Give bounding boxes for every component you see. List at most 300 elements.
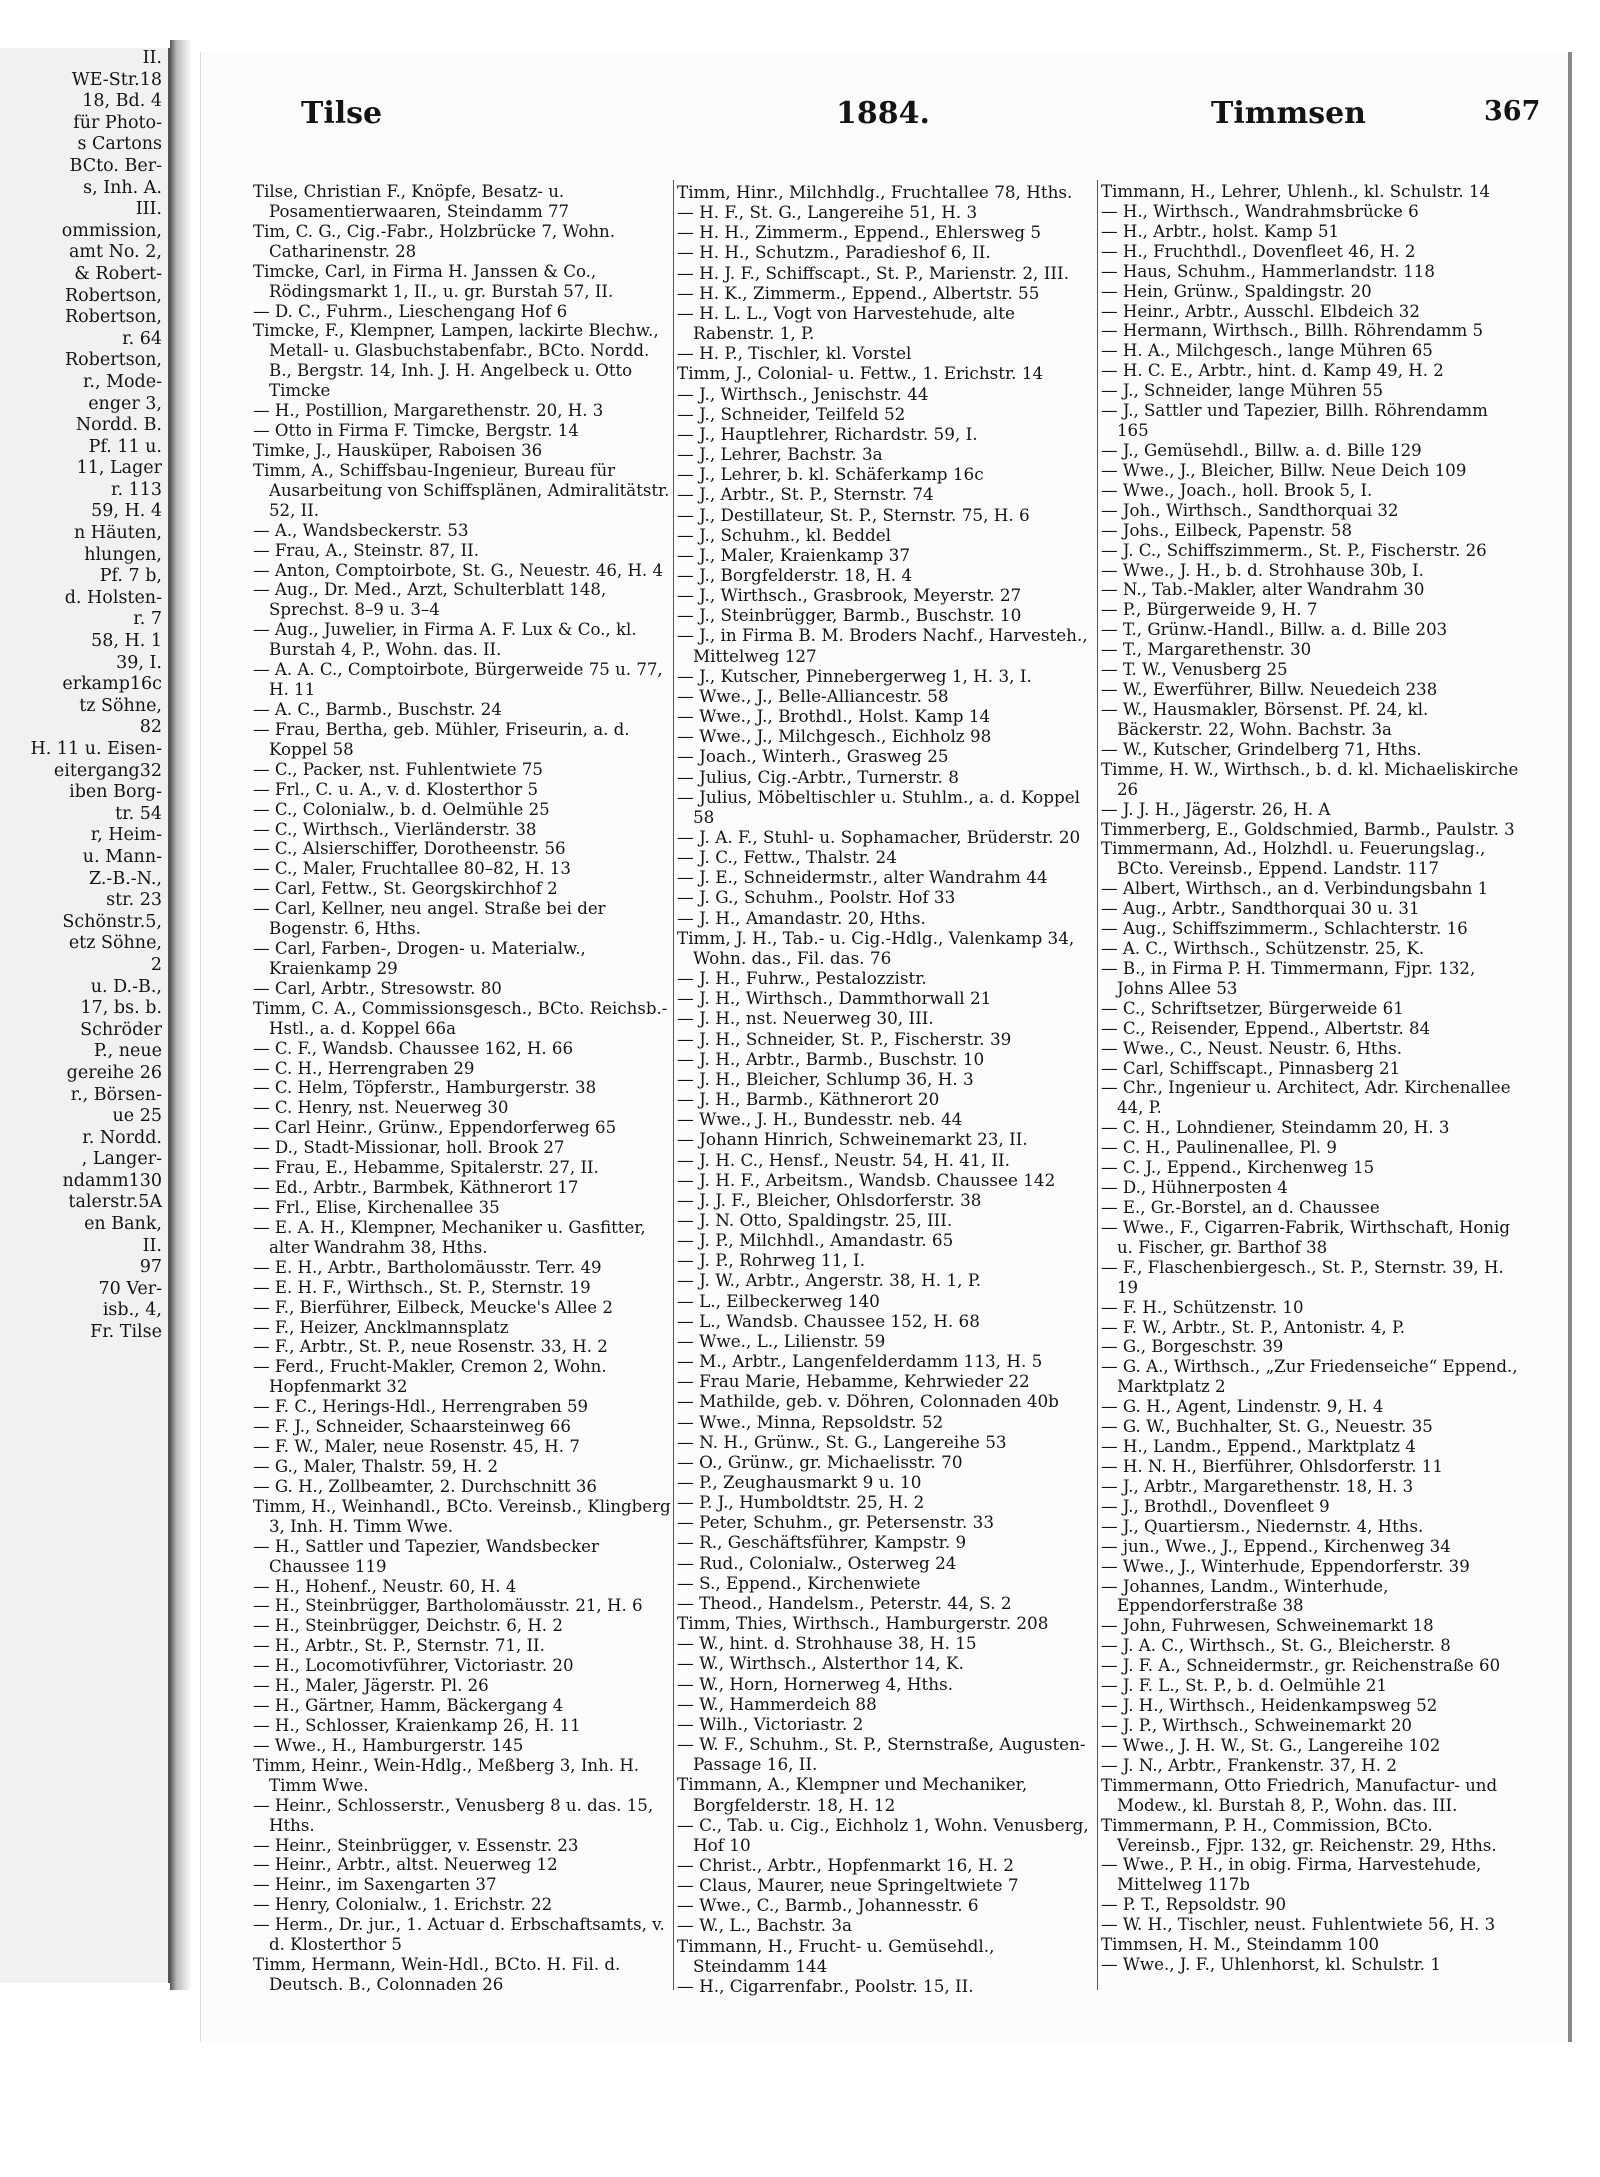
directory-entry: Timm, Hinr., Milchhdlg., Fruchtallee 78, Hths.: [677, 182, 1073, 202]
prev-page-line: gereihe 26: [66, 1062, 162, 1083]
prev-page-line: r. 113: [111, 479, 162, 500]
directory-entry: — H., Arbtr., holst. Kamp 51: [1101, 221, 1340, 241]
directory-entry: — Carl, Schiffscapt., Pinnasberg 21: [1101, 1058, 1401, 1078]
directory-entry: — J. A. F., Stuhl- u. Sophamacher, Brüderstr. 20: [677, 827, 1081, 847]
prev-page-line: n Häuten,: [73, 523, 162, 544]
directory-entry: — H. F., St. G., Langereihe 51, H. 3: [677, 202, 978, 223]
directory-entry: — H., Schlosser, Kraienkamp 26, H. 11: [253, 1715, 581, 1735]
directory-entry: — Ed., Arbtr., Barmbek, Käthnerort 17: [253, 1178, 579, 1198]
directory-entry: — C. F., Wandsb. Chaussee 162, H. 66: [253, 1038, 574, 1058]
directory-entry: — Wwe., Minna, Repsoldstr. 52: [677, 1411, 944, 1432]
prev-page-line: III.: [135, 199, 162, 220]
directory-entry: — J., Arbtr., St. P., Sternstr. 74: [677, 484, 934, 505]
directory-entry: — N. H., Grünw., St. G., Langereihe 53: [677, 1431, 1007, 1452]
prev-page-line: ndamm130: [62, 1170, 162, 1191]
directory-entry: — J. A. C., Wirthsch., St. G., Bleicherstr. 8: [1101, 1636, 1451, 1656]
prev-page-line: iben Borg-: [69, 782, 162, 803]
directory-entry: — jun., Wwe., J., Eppend., Kirchenweg 34: [1101, 1536, 1451, 1556]
prev-page-line: 11, Lager: [76, 458, 162, 479]
prev-page-line: r., Mode-: [82, 371, 162, 392]
directory-entry: — C. H., Lohndiener, Steindamm 20, H. 3: [1101, 1118, 1450, 1138]
directory-entry: — Johs., Eilbeck, Papenstr. 58: [1101, 520, 1353, 540]
header-year: 1884.: [836, 96, 930, 131]
directory-entry: — Frau, E., Hebamme, Spitalerstr. 27, II.: [253, 1158, 599, 1178]
directory-entry: — C., Schriftsetzer, Bürgerweide 61: [1101, 998, 1404, 1018]
directory-entry: — J. P., Wirthsch., Schweinemarkt 20: [1101, 1715, 1412, 1735]
prev-page-line: & Robert-: [74, 263, 162, 284]
prev-page-line: d. Holsten-: [64, 587, 162, 608]
page-edge: [1568, 52, 1572, 2042]
prev-page-line: r, Heim-: [90, 825, 162, 846]
prev-page-line: II.: [142, 1235, 162, 1256]
directory-entry: — Aug., Arbtr., Sandthorquai 30 u. 31: [1101, 899, 1420, 919]
directory-entry: — Carl, Fettw., St. Georgskirchhof 2: [253, 879, 558, 899]
prev-page-line: 82: [139, 717, 162, 738]
directory-entry: Timme, H. W., Wirthsch., b. d. kl. Michaeliskirche 26: [1101, 759, 1519, 799]
directory-entry: — Heinr., Steinbrügger, v. Essenstr. 23: [253, 1835, 579, 1855]
directory-entry: — Frl., Elise, Kirchenallee 35: [253, 1198, 500, 1218]
directory-entry: — C., Alsierschiffer, Dorotheenstr. 56: [253, 839, 566, 859]
prev-page-line: BCto. Ber-: [69, 155, 162, 176]
directory-entry: — H., Steinbrügger, Bartholomäusstr. 21, H. 6: [253, 1596, 643, 1616]
prev-page-line: isb., 4,: [102, 1300, 162, 1321]
prev-page-line: erkamp16c: [62, 674, 162, 695]
directory-entry: — W., Wirthsch., Alsterthor 14, K.: [677, 1653, 964, 1674]
directory-entry: — W., hint. d. Strohhause 38, H. 15: [677, 1633, 977, 1654]
directory-entry: — W. F., Schuhm., St. P., Sternstraße, Augusten-Passage 16, II.: [677, 1734, 1086, 1775]
directory-entry: — F. C., Herings-Hdl., Herrengraben 59: [253, 1397, 589, 1417]
directory-entry: — J., Schneider, Teilfeld 52: [677, 403, 906, 424]
directory-entry: — S., Eppend., Kirchenwiete: [677, 1572, 921, 1593]
prev-page-line: 2: [150, 954, 162, 975]
directory-entry: — J., Quartiersm., Niedernstr. 4, Hths.: [1101, 1516, 1424, 1536]
directory-entry: — J. H., Bleicher, Schlump 36, H. 3: [677, 1068, 974, 1089]
directory-entry: — Aug., Juwelier, in Firma A. F. Lux & Co., kl. Burstah 4, P., Wohn. das. II.: [253, 620, 637, 660]
directory-entry: Timm, J. H., Tab.- u. Cig.-Hdlg., Valenkamp 34, Wohn. das., Fil. das. 76: [677, 927, 1075, 968]
directory-entry: — J. C., Schiffszimmerm., St. P., Fischerstr. 26: [1101, 540, 1487, 560]
directory-entry: — H. J. F., Schiffscapt., St. P., Marienstr. 2, III.: [677, 262, 1069, 283]
directory-entry: — J., Lehrer, b. kl. Schäferkamp 16c: [677, 464, 984, 485]
directory-entry: — W., Kutscher, Grindelberg 71, Hths.: [1101, 739, 1422, 759]
directory-entry: — Wwe., J. H. W., St. G., Langereihe 102: [1101, 1735, 1441, 1755]
directory-entry: — Frl., C. u. A., v. d. Klosterthor 5: [253, 779, 539, 799]
page-header: [201, 52, 1571, 142]
prev-page-line: Nordd. B.: [75, 415, 162, 436]
directory-entry: — P., Zeughausmarkt 9 u. 10: [677, 1472, 922, 1492]
column-rule: [673, 180, 674, 1990]
directory-entry: — J. H., Barmb., Käthnerort 20: [677, 1089, 940, 1110]
prev-page-line: 97: [139, 1257, 162, 1278]
directory-entry: — Frau, A., Steinstr. 87, II.: [253, 540, 479, 560]
directory-entry: Timmerberg, E., Goldschmied, Barmb., Paulstr. 3: [1101, 819, 1515, 839]
directory-entry: — Haus, Schuhm., Hammerlandstr. 118: [1101, 261, 1435, 281]
directory-entry: — D., Hühnerposten 4: [1101, 1178, 1288, 1198]
header-left-keyword: Tilse: [301, 96, 383, 131]
directory-entry: — H., Locomotivführer, Victoriastr. 20: [253, 1656, 574, 1676]
prev-page-line: s, Inh. A.: [83, 177, 162, 198]
directory-entry: — J. H., nst. Neuerweg 30, III.: [677, 1008, 934, 1029]
directory-entry: — H., Sattler und Tapezier, Wandsbecker Chaussee 119: [253, 1536, 599, 1576]
directory-entry: — J. H., Schneider, St. P., Fischerstr. 39: [677, 1028, 1012, 1049]
book-gutter: [170, 40, 192, 1990]
directory-entry: — J. W., Arbtr., Angerstr. 38, H. 1, P.: [677, 1270, 982, 1291]
directory-entry: — E. A. H., Klempner, Mechaniker u. Gasfitter, alter Wandrahm 38, Hths.: [253, 1217, 646, 1257]
prev-page-line: 58, H. 1: [91, 631, 162, 652]
directory-entry: — G. A., Wirthsch., „Zur Friedenseiche“ Eppend., Marktplatz 2: [1101, 1357, 1518, 1397]
directory-entry: — F. H., Schützenstr. 10: [1101, 1297, 1304, 1317]
directory-entry: — H. N. H., Bierführer, Ohlsdorferstr. 11: [1101, 1457, 1443, 1476]
directory-entry: Timm, Thies, Wirthsch., Hamburgerstr. 208: [677, 1613, 1049, 1634]
directory-entry: — Theod., Handelsm., Peterstr. 44, S. 2: [677, 1592, 1012, 1613]
directory-entry: — T., Margarethenstr. 30: [1101, 640, 1312, 660]
prev-page-line: 59, H. 4: [91, 501, 162, 522]
directory-entry: — N., Tab.-Makler, alter Wandrahm 30: [1101, 580, 1425, 600]
directory-entry: — Christ., Arbtr., Hopfenmarkt 16, H. 2: [677, 1854, 1014, 1875]
directory-entry: — J. H., Amandastr. 20, Hths.: [677, 907, 926, 928]
directory-entry: — Heinr., im Saxengarten 37: [253, 1875, 497, 1895]
directory-entry: — D., Stadt-Missionar, holl. Brook 27: [253, 1138, 565, 1158]
directory-entry: — H. H., Schutzm., Paradieshof 6, II.: [677, 242, 991, 263]
directory-entry: — H. L. L., Vogt von Harvestehude, alte Rabenstr. 1, P.: [677, 302, 1015, 344]
directory-entry: Timmann, H., Lehrer, Uhlenh., kl. Schulstr. 14: [1101, 182, 1491, 201]
directory-entry: — E., Gr.-Borstel, an d. Chaussee: [1101, 1198, 1380, 1218]
directory-entry: — A. C., Barmb., Buschstr. 24: [253, 699, 502, 719]
column-right: [1101, 182, 1519, 1975]
directory-entry: — H., Landm., Eppend., Marktplatz 4: [1101, 1437, 1416, 1457]
prev-page-line: r. 7: [133, 609, 162, 630]
prev-page-line: talerstr.5A: [68, 1192, 162, 1213]
directory-entry: — Julius, Möbeltischler u. Stuhlm., a. d. Koppel 58: [677, 786, 1081, 827]
directory-entry: — J. H., Wirthsch., Dammthorwall 21: [677, 988, 992, 1009]
directory-entry: — L., Eilbeckerweg 140: [677, 1290, 880, 1311]
directory-entry: — R., Geschäftsführer, Kampstr. 9: [677, 1532, 967, 1553]
directory-entry: — J. H., Fuhrw., Pestalozzistr.: [677, 968, 927, 989]
directory-entry: — Rud., Colonialw., Osterweg 24: [677, 1552, 957, 1573]
directory-entry: — J., in Firma B. M. Broders Nachf., Harvesteh., Mittelweg 127: [677, 625, 1088, 666]
directory-entry: — J. H. C., Hensf., Neustr. 54, H. 41, II.: [677, 1149, 1010, 1170]
prev-page-line: Robertson,: [64, 307, 162, 328]
directory-entry: Timmermann, Ad., Holzhdl. u. Feuerungslag., BCto. Vereinsb., Eppend. Landstr. 117: [1101, 839, 1486, 879]
directory-entry: — Ferd., Frucht-Makler, Cremon 2, Wohn. Hopfenmarkt 32: [253, 1357, 607, 1397]
directory-entry: Timmermann, Otto Friedrich, Manufactur- und Modew., kl. Burstah 8, P., Wohn. das. III.: [1101, 1775, 1498, 1815]
directory-entry: — Chr., Ingenieur u. Architect, Adr. Kirchenallee 44, P.: [1101, 1078, 1511, 1118]
directory-entry: Timmsen, H. M., Steindamm 100: [1101, 1935, 1380, 1955]
directory-entry: — Julius, Cig.-Arbtr., Turnerstr. 8: [677, 766, 959, 787]
directory-entry: — C., Colonialw., b. d. Oelmühle 25: [253, 799, 550, 819]
directory-entry: — E. H., Arbtr., Bartholomäusstr. Terr. 49: [253, 1257, 602, 1277]
directory-entry: — Joach., Winterh., Grasweg 25: [677, 746, 949, 767]
directory-entry: Timm, A., Schiffsbau-Ingenieur, Bureau für Ausarbeitung von Schiffsplänen, Admiralitätstr. 52, II.: [253, 460, 670, 520]
directory-entry: — C., Tab. u. Cig., Eichholz 1, Wohn. Venusberg, Hof 10: [677, 1814, 1089, 1855]
prev-page-line: Robertson,: [64, 350, 162, 371]
directory-entry: Timmermann, P. H., Commission, BCto. Vereinsb., Fjpr. 132, gr. Reichenstr. 29, Hths.: [1101, 1815, 1497, 1855]
directory-entry: — J. J. F., Bleicher, Ohlsdorferstr. 38: [677, 1189, 982, 1210]
directory-entry: — J., Arbtr., Margarethenstr. 18, H. 3: [1101, 1476, 1414, 1496]
directory-entry: — J., Maler, Kraienkamp 37: [677, 544, 911, 565]
directory-entry: — Aug., Schiffszimmerm., Schlachterstr. 16: [1101, 919, 1468, 939]
directory-entry: — G., Borgeschstr. 39: [1101, 1337, 1284, 1357]
prev-page-line: Pf. 7 b,: [99, 566, 162, 587]
directory-entry: — H. P., Tischler, kl. Vorstel: [677, 343, 912, 364]
prev-page-line: r. 64: [122, 328, 162, 349]
directory-entry: — F. W., Arbtr., St. P., Antonistr. 4, P.: [1101, 1317, 1406, 1337]
previous-page-fragment: [0, 48, 170, 1983]
directory-entry: — J., Schuhm., kl. Beddel: [677, 524, 892, 545]
directory-entry: — C. Henry, nst. Neuerweg 30: [253, 1098, 509, 1118]
directory-entry: — Joh., Wirthsch., Sandthorquai 32: [1101, 500, 1399, 520]
directory-entry: — J. N., Arbtr., Frankenstr. 37, H. 2: [1101, 1755, 1397, 1775]
directory-entry: — J., Hauptlehrer, Richardstr. 59, I.: [677, 423, 978, 444]
directory-entry: — W., Ewerführer, Billw. Neuedeich 238: [1101, 680, 1438, 700]
directory-entry: — H., Arbtr., St. P., Sternstr. 71, II.: [253, 1636, 545, 1656]
directory-entry: — C., Wirthsch., Vierländerstr. 38: [253, 819, 537, 839]
directory-entry: — Wwe., H., Hamburgerstr. 145: [253, 1735, 524, 1755]
directory-entry: — G. W., Buchhalter, St. G., Neuestr. 35: [1101, 1417, 1433, 1437]
directory-entry: — C. H., Herrengraben 29: [253, 1058, 475, 1078]
directory-entry: — J., Borgfelderstr. 18, H. 4: [677, 564, 913, 585]
directory-entry: — P. J., Humboldtstr. 25, H. 2: [677, 1492, 925, 1513]
prev-page-line: enger 3,: [88, 393, 162, 414]
directory-entry: — Peter, Schuhm., gr. Petersenstr. 33: [677, 1512, 994, 1533]
directory-entry: — H., Wirthsch., Wandrahmsbrücke 6: [1101, 201, 1419, 221]
header-right-keyword: Timmsen: [1211, 96, 1366, 131]
directory-entry: — O., Grünw., gr. Michaelisstr. 70: [677, 1451, 963, 1472]
prev-page-line: u. Mann-: [82, 846, 162, 867]
column-left: [253, 182, 671, 1995]
directory-entry: — J., Brothdl., Dovenfleet 9: [1101, 1496, 1330, 1516]
prev-page-line: Z.-B.-N.,: [89, 868, 162, 889]
directory-entry: — Wwe., J. H., Bundesstr. neb. 44: [677, 1109, 963, 1130]
directory-entry: — H. C. E., Arbtr., hint. d. Kamp 49, H. 2: [1101, 361, 1444, 381]
directory-entry: — Hermann, Wirthsch., Billh. Röhrendamm 5: [1101, 321, 1484, 341]
prev-page-line: tr. 54: [115, 803, 162, 824]
directory-entry: — J. P., Milchhdl., Amandastr. 65: [677, 1230, 954, 1251]
directory-entry: — H. K., Zimmerm., Eppend., Albertstr. 55: [677, 282, 1040, 303]
directory-entry: — A., Wandsbeckerstr. 53: [253, 520, 469, 540]
directory-entry: — T., Grünw.-Handl., Billw. a. d. Bille 203: [1101, 620, 1448, 640]
directory-entry: — F. W., Maler, neue Rosenstr. 45, H. 7: [253, 1437, 580, 1457]
directory-entry: — L., Wandsb. Chaussee 152, H. 68: [677, 1310, 980, 1331]
directory-entry: — Wwe., J. F., Uhlenhorst, kl. Schulstr. 1: [1101, 1955, 1441, 1975]
directory-entry: — W., L., Bachstr. 3a: [677, 1915, 853, 1936]
directory-entry: — John, Fuhrwesen, Schweinemarkt 18: [1101, 1616, 1434, 1636]
directory-entry: — Heinr., Schlosserstr., Venusberg 8 u. das. 15, Hths.: [253, 1795, 654, 1835]
directory-entry: — W., Hausmakler, Börsenst. Pf. 24, kl. Bäckerstr. 22, Wohn. Bachstr. 3a: [1101, 699, 1429, 739]
directory-entry: — C. H., Paulinenallee, Pl. 9: [1101, 1138, 1337, 1158]
directory-entry: — Otto in Firma F. Timcke, Bergstr. 14: [253, 421, 579, 441]
directory-entry: — Wwe., F., Cigarren-Fabrik, Wirthschaft, Honig u. Fischer, gr. Barthof 38: [1101, 1217, 1510, 1257]
prev-page-line: amt No. 2,: [69, 242, 162, 263]
directory-entry: Timcke, F., Klempner, Lampen, lackirte Blechw., Metall- u. Glasbuchstabenfabr., BCto. Nordd. B., Bergstr. 14, Inh. J. H. Angelbeck u. Otto Timcke: [253, 321, 659, 401]
prev-page-line: tz Söhne,: [79, 695, 162, 716]
prev-page-line: Pf. 11 u.: [88, 436, 162, 457]
prev-page-line: WE-Str.18: [71, 69, 162, 90]
directory-entry: — Wwe., J., Belle-Alliancestr. 58: [677, 685, 949, 706]
directory-entry: — Wwe., L., Lilienstr. 59: [677, 1330, 886, 1351]
directory-entry: — Johann Hinrich, Schweinemarkt 23, II.: [677, 1129, 1028, 1150]
directory-entry: — Aug., Dr. Med., Arzt, Schulterblatt 148, Sprechst. 8–9 u. 3–4: [253, 580, 607, 620]
directory-entry: — F., Arbtr., St. P., neue Rosenstr. 33, H. 2: [253, 1337, 608, 1357]
directory-entry: — F., Flaschenbiergesch., St. P., Sternstr. 39, H. 19: [1101, 1257, 1504, 1297]
directory-entry: — C., Packer, nst. Fuhlentwiete 75: [253, 759, 543, 779]
prev-page-line: etz Söhne,: [68, 933, 162, 954]
directory-entry: — Wilh., Victoriastr. 2: [677, 1713, 864, 1734]
directory-entry: — Anton, Comptoirbote, St. G., Neuestr. 46, H. 4: [253, 560, 664, 580]
directory-entry: — J. F. A., Schneidermstr., gr. Reichenstraße 60: [1101, 1656, 1501, 1676]
prev-page-line: r., Börsen-: [70, 1084, 162, 1105]
prev-page-line: en Bank,: [84, 1214, 162, 1235]
directory-entry: — J. J. H., Jägerstr. 26, H. A: [1101, 799, 1331, 819]
directory-entry: Tilse, Christian F., Knöpfe, Besatz- u. Posamentierwaaren, Steindamm 77: [253, 182, 570, 221]
directory-entry: Timm, Hermann, Wein-Hdl., BCto. H. Fil. d. Deutsch. B., Colonnaden 26: [253, 1955, 621, 1994]
directory-entry: — F., Heizer, Ancklmannsplatz: [253, 1317, 509, 1337]
directory-entry: — C., Reisender, Eppend., Albertstr. 84: [1101, 1018, 1431, 1038]
prev-page-line: u. D.-B.,: [90, 976, 162, 997]
column-middle: [677, 182, 1095, 1996]
prev-page-line: 39, I.: [116, 652, 162, 673]
directory-entry: — J., Schneider, lange Mühren 55: [1101, 381, 1384, 401]
directory-entry: — H. H., Zimmerm., Eppend., Ehlersweg 5: [677, 222, 1042, 243]
directory-entry: — Johannes, Landm., Winterhude, Eppendorferstraße 38: [1101, 1576, 1389, 1616]
directory-page: [200, 52, 1571, 2042]
directory-entry: — Carl, Arbtr., Stresowstr. 80: [253, 978, 502, 998]
directory-entry: — J., Gemüsehdl., Billw. a. d. Bille 129: [1101, 440, 1422, 460]
directory-entry: — Herm., Dr. jur., 1. Actuar d. Erbschaftsamts, v. d. Klosterthor 5: [253, 1915, 665, 1955]
directory-entry: — J. P., Rohrweg 11, I.: [677, 1250, 866, 1271]
directory-entry: — J., Kutscher, Pinnebergerweg 1, H. 3, I.: [677, 665, 1032, 686]
directory-entry: Timmann, A., Klempner und Mechaniker, Borgfelderstr. 18, H. 12: [677, 1774, 1028, 1815]
directory-entry: — J. G., Schuhm., Poolstr. Hof 33: [677, 887, 956, 908]
directory-entry: — W. H., Tischler, neust. Fuhlentwiete 56, H. 3: [1101, 1915, 1496, 1935]
directory-entry: — Frau, Bertha, geb. Mühler, Friseurin, a. d. Koppel 58: [253, 719, 630, 759]
directory-entry: — A. A. C., Comptoirbote, Bürgerweide 75 u. 77, H. 11: [253, 660, 663, 700]
directory-entry: — W., Hammerdeich 88: [677, 1693, 877, 1714]
directory-entry: Timm, J., Colonial- u. Fettw., 1. Erichstr. 14: [677, 363, 1044, 384]
directory-entry: — M., Arbtr., Langenfelderdamm 113, H. 5: [677, 1351, 1043, 1372]
prev-page-line: P., neue: [93, 1041, 162, 1062]
directory-entry: — J. H. F., Arbeitsm., Wandsb. Chaussee 142: [677, 1169, 1056, 1190]
directory-entry: — Wwe., P. H., in obig. Firma, Harvestehude, Mittelweg 117b: [1101, 1855, 1482, 1895]
prev-page-line: 70 Ver-: [98, 1278, 162, 1299]
prev-page-line: ue 25: [112, 1106, 162, 1127]
directory-entry: Timm, Heinr., Wein-Hdlg., Meßberg 3, Inh. H. Timm Wwe.: [253, 1755, 640, 1795]
directory-entry: — J., Wirthsch., Jenischstr. 44: [677, 383, 929, 404]
directory-entry: — J., Lehrer, Bachstr. 3a: [677, 444, 883, 465]
directory-entry: — P. T., Repsoldstr. 90: [1101, 1895, 1286, 1915]
directory-entry: — H., Hohenf., Neustr. 60, H. 4: [253, 1576, 517, 1596]
directory-entry: — Wwe., J., Winterhude, Eppendorferstr. 39: [1101, 1556, 1470, 1576]
column-rule: [1097, 180, 1098, 1990]
directory-entry: — A. C., Wirthsch., Schützenstr. 25, K.: [1101, 939, 1425, 959]
prev-page-line: Fr. Tilse: [90, 1322, 162, 1343]
directory-entry: — Frau Marie, Hebamme, Kehrwieder 22: [677, 1371, 1030, 1392]
directory-entry: Timke, J., Hausküper, Raboisen 36: [253, 440, 543, 460]
prev-page-line: 18, Bd. 4: [82, 91, 162, 112]
directory-entry: — Carl, Kellner, neu angel. Straße bei der Bogenstr. 6, Hths.: [253, 899, 606, 939]
directory-entry: — Wwe., Joach., holl. Brook 5, I.: [1101, 480, 1373, 500]
prev-page-line: für Photo-: [73, 112, 162, 133]
prev-page-line: Schröder: [80, 1019, 162, 1040]
directory-entry: — H., Steinbrügger, Deichstr. 6, H. 2: [253, 1616, 563, 1636]
prev-page-line: H. 11 u. Eisen-: [30, 739, 162, 759]
directory-entry: — Claus, Maurer, neue Springeltwiete 7: [677, 1875, 1019, 1896]
directory-entry: — Albert, Wirthsch., an d. Verbindungsbahn 1: [1101, 879, 1489, 899]
prev-page-line: r. Nordd.: [82, 1127, 162, 1148]
directory-entry: — G., Maler, Thalstr. 59, H. 2: [253, 1457, 499, 1476]
directory-entry: — Wwe., C., Barmb., Johannesstr. 6: [677, 1895, 979, 1916]
directory-entry: — W., Horn, Hornerweg 4, Hths.: [677, 1673, 954, 1694]
directory-entry: — C. Helm, Töpferstr., Hamburgerstr. 38: [253, 1078, 597, 1098]
directory-entry: — C., Maler, Fruchtallee 80–82, H. 13: [253, 859, 571, 879]
prev-page-line: s Cartons: [77, 134, 162, 155]
directory-entry: Tim, C. G., Cig.-Fabr., Holzbrücke 7, Wohn. Catharinenstr. 28: [253, 221, 616, 261]
directory-entry: Timmann, H., Frucht- u. Gemüsehdl., Steindamm 144: [677, 1935, 995, 1976]
directory-entry: — G. H., Agent, Lindenstr. 9, H. 4: [1101, 1397, 1384, 1417]
directory-entry: — C. J., Eppend., Kirchenweg 15: [1101, 1158, 1375, 1178]
prev-page-line: II.: [142, 48, 162, 68]
directory-entry: — P., Bürgerweide 9, H. 7: [1101, 600, 1318, 620]
directory-entry: — Wwe., J., Brothdl., Holst. Kamp 14: [677, 706, 991, 727]
directory-entry: — G. H., Zollbeamter, 2. Durchschnitt 36: [253, 1476, 597, 1496]
directory-entry: — Wwe., J., Milchgesch., Eichholz 98: [677, 726, 992, 747]
directory-entry: — J. F. L., St. P., b. d. Oelmühle 21: [1101, 1676, 1388, 1696]
directory-entry: — B., in Firma P. H. Timmermann, Fjpr. 132, Johns Allee 53: [1101, 958, 1476, 998]
directory-entry: — H., Maler, Jägerstr. Pl. 26: [253, 1676, 489, 1696]
directory-entry: — E. H. F., Wirthsch., St. P., Sternstr. 19: [253, 1277, 591, 1297]
page-number: 367: [1484, 96, 1541, 127]
directory-entry: — J. H., Arbtr., Barmb., Buschstr. 10: [677, 1048, 985, 1069]
directory-entry: — Carl Heinr., Grünw., Eppendorferweg 65: [253, 1118, 617, 1138]
directory-entry: — Wwe., J., Bleicher, Billw. Neue Deich 109: [1101, 460, 1467, 480]
directory-entry: — H. A., Milchgesch., lange Mühren 65: [1101, 341, 1433, 361]
directory-entry: Timm, C. A., Commissionsgesch., BCto. Reichsb.-Hstl., a. d. Koppel 66a: [253, 998, 668, 1038]
prev-page-line: Robertson,: [64, 285, 162, 306]
directory-entry: — J. C., Fettw., Thalstr. 24: [677, 847, 897, 868]
directory-entry: — J., Wirthsch., Grasbrook, Meyerstr. 27: [677, 585, 1022, 606]
prev-page-line: ommission,: [61, 220, 162, 241]
directory-entry: — Hein, Grünw., Spaldingstr. 20: [1101, 281, 1372, 301]
directory-entry: — Henry, Colonialw., 1. Erichstr. 22: [253, 1895, 553, 1915]
directory-entry: — Carl, Farben-, Drogen- u. Materialw., Kraienkamp 29: [253, 939, 586, 978]
directory-entry: — Heinr., Arbtr., Ausschl. Elbdeich 32: [1101, 301, 1420, 321]
directory-entry: — J. N. Otto, Spaldingstr. 25, III.: [677, 1209, 953, 1230]
directory-entry: — Mathilde, geb. v. Döhren, Colonnaden 40b: [677, 1391, 1059, 1412]
directory-entry: — J. H., Wirthsch., Heidenkampsweg 52: [1101, 1696, 1438, 1716]
prev-page-line: eitergang32: [53, 760, 162, 781]
directory-entry: — J., Sattler und Tapezier, Billh. Röhrendamm 165: [1101, 401, 1488, 441]
directory-entry: — J., Steinbrügger, Barmb., Buschstr. 10: [677, 605, 1022, 626]
prev-page-line: Schönstr.5,: [62, 911, 162, 932]
directory-entry: — D. C., Fuhrm., Lieschengang Hof 6: [253, 301, 568, 321]
directory-entry: — Wwe., J. H., b. d. Strohhause 30b, I.: [1101, 560, 1424, 580]
prev-page-line: hlungen,: [84, 544, 162, 565]
directory-entry: — F., Bierführer, Eilbeck, Meucke's Allee 2: [253, 1297, 613, 1317]
prev-page-line: str. 23: [106, 890, 162, 911]
prev-page-line: 17, bs. b.: [80, 998, 162, 1019]
prev-page-line: , Langer-: [81, 1149, 162, 1170]
directory-entry: Timcke, Carl, in Firma H. Janssen & Co., Rödingsmarkt 1, II., u. gr. Burstah 57, II.: [253, 261, 614, 301]
directory-entry: — T. W., Venusberg 25: [1101, 660, 1288, 680]
directory-entry: — H., Fruchthdl., Dovenfleet 46, H. 2: [1101, 241, 1416, 261]
directory-entry: — Heinr., Arbtr., altst. Neuerweg 12: [253, 1855, 558, 1875]
directory-entry: — H., Cigarrenfabr., Poolstr. 15, II.: [677, 1975, 974, 1996]
directory-entry: — Wwe., C., Neust. Neustr. 6, Hths.: [1101, 1038, 1403, 1058]
directory-entry: — J., Destillateur, St. P., Sternstr. 75, H. 6: [677, 504, 1030, 525]
directory-entry: — H., Postillion, Margarethenstr. 20, H. 3: [253, 401, 604, 421]
directory-entry: — H., Gärtner, Hamm, Bäckergang 4: [253, 1696, 564, 1716]
directory-entry: Timm, H., Weinhandl., BCto. Vereinsb., Klingberg 3, Inh. H. Timm Wwe.: [253, 1496, 671, 1536]
directory-entry: — J. E., Schneidermstr., alter Wandrahm 44: [677, 867, 1048, 888]
